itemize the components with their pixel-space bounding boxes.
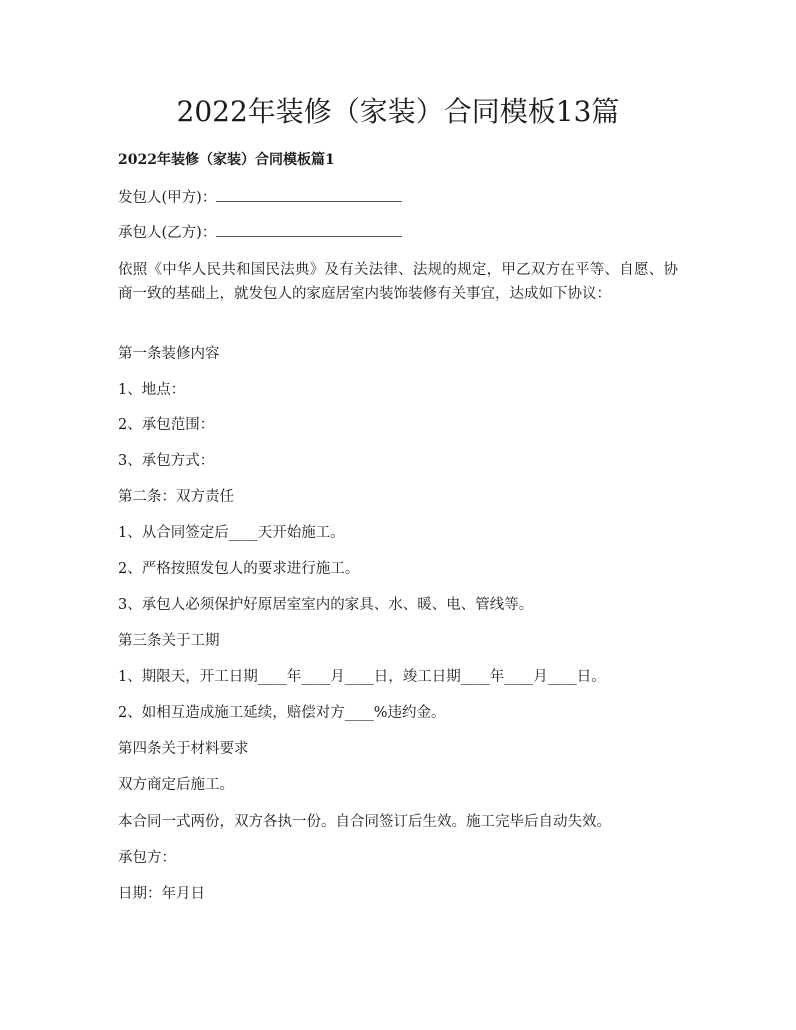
party-b-line — [118, 221, 402, 245]
article2-heading: 第二条：双方责任 — [118, 489, 234, 505]
intro-paragraph: 依照《中华人民共和国民法典》及有关法律、法规的规定，甲乙双方在平等、自愿、协商一致的基础上，就发包人的家庭居室内装饰装修有关事宜，达成如下协议： — [118, 262, 678, 302]
article2-item1: 1、从合同签定后____天开始施工。 — [118, 525, 345, 541]
party-a-line — [118, 186, 402, 210]
document-title: 2022年装修（家装）合同模板13篇 — [176, 95, 620, 128]
article1-item3: 3、承包方式： — [118, 453, 215, 469]
article3-heading: 第三条关于工期 — [118, 633, 220, 649]
article3-item2: 2、如相互造成施工延续，赔偿对方____%违约金。 — [118, 705, 446, 721]
article1-item2: 2、承包范围： — [118, 417, 215, 433]
article4-text: 双方商定后施工。 — [118, 777, 234, 793]
article2-item3: 3、承包人必须保护好原居室室内的家具、水、暖、电、管线等。 — [118, 597, 534, 613]
article4-heading: 第四条关于材料要求 — [118, 741, 249, 757]
party-b-blank — [216, 222, 402, 237]
article1-item1: 1、地点： — [118, 382, 186, 398]
party-a-blank — [216, 187, 402, 202]
party-b-label: 承包人(乙方)： — [118, 225, 217, 241]
closing-paragraph: 本合同一式两份，双方各执一份。自合同签订后生效。施工完毕后自动失效。 — [118, 814, 611, 830]
contractor-label: 承包方： — [118, 850, 176, 866]
section-subtitle: 2022年装修（家装）合同模板篇1 — [118, 152, 335, 168]
article2-item2: 2、严格按照发包人的要求进行施工。 — [118, 561, 360, 577]
article1-heading: 第一条装修内容 — [118, 346, 220, 362]
party-a-label: 发包人(甲方)： — [118, 190, 217, 206]
date-label: 日期：年月日 — [118, 886, 205, 902]
article3-item1: 1、期限天，开工日期____年____月____日，竣工日期____年____月____日。 — [118, 669, 606, 685]
